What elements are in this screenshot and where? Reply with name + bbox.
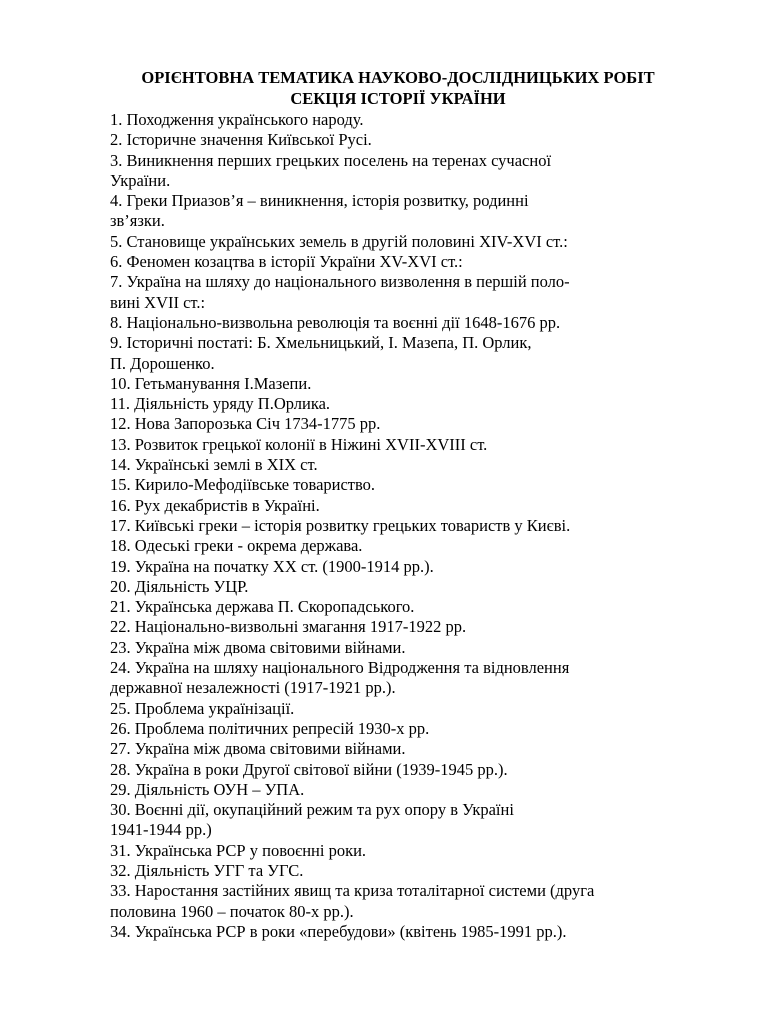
topic-item-line: 19. Україна на початку XX ст. (1900-1914 рр.).: [110, 556, 434, 576]
topic-item: [110, 394, 670, 414]
topic-item-line: 2. Історичне значення Київської Русі.: [110, 130, 372, 150]
topic-item: [110, 719, 670, 739]
topic-item-line: 30. Воєнні дії, окупаційний режим та рух опору в Україні: [110, 800, 514, 820]
topic-item: [110, 699, 670, 719]
topic-item-line: П. Дорошенко.: [110, 353, 215, 373]
topic-item: [110, 861, 670, 881]
topic-item: [110, 638, 670, 658]
topic-item-line: 22. Національно-визвольні змагання 1917-1922 рр.: [110, 617, 467, 637]
topic-item-line: 7. Україна на шляху до національного визволення в першій поло-: [110, 272, 570, 292]
document-title-line-1: ОРІЄНТОВНА ТЕМАТИКА НАУКОВО-ДОСЛІДНИЦЬКИХ РОБІТ: [141, 68, 655, 87]
topic-item-line: 33. Наростання застійних явищ та криза тоталітарної системи (друга: [110, 881, 595, 901]
topic-item-line: України.: [110, 170, 171, 190]
topic-item-line: 28. Україна в роки Другої світової війни (1939-1945 рр.).: [110, 759, 508, 779]
topic-item: [110, 475, 670, 495]
topic-item: [110, 780, 670, 800]
topic-item: [110, 577, 670, 597]
topic-item-line: 10. Гетьманування І.Мазепи.: [110, 373, 312, 393]
topic-item: [110, 800, 670, 841]
topic-item: [110, 191, 670, 232]
topic-item-line: 14. Українські землі в XIX ст.: [110, 455, 318, 475]
topic-item-line: 34. Українська РСР в роки «перебудови» (квітень 1985-1991 рр.).: [110, 921, 567, 941]
topic-item: [110, 110, 670, 130]
topic-item-line: 20. Діяльність УЦР.: [110, 576, 249, 596]
topic-item: [110, 151, 670, 192]
topic-item-line: 18. Одеські греки - окрема держава.: [110, 536, 363, 556]
topic-item-line: 11. Діяльність уряду П.Орлика.: [110, 394, 331, 414]
topic-item-line: 16. Рух декабристів в Україні.: [110, 495, 320, 515]
topic-item: [110, 841, 670, 861]
topic-item-line: 1941-1944 рр.): [110, 820, 212, 840]
document-title-line-2: СЕКЦІЯ ІСТОРІЇ УКРАЇНИ: [290, 89, 506, 108]
topic-item-line: 17. Київські греки – історія розвитку грецьких товариств у Києві.: [110, 515, 571, 535]
topic-item-line: зв’язки.: [110, 211, 165, 231]
topic-item-line: державної незалежності (1917-1921 рр.).: [110, 678, 396, 698]
topic-item: [110, 455, 670, 475]
topic-item: [110, 597, 670, 617]
topic-list: [110, 110, 670, 942]
topic-item-line: 1. Походження українського народу.: [110, 110, 364, 129]
topic-item-line: 15. Кирило-Мефодіївське товариство.: [110, 475, 376, 495]
topic-item: [110, 557, 670, 577]
topic-item-line: 25. Проблема українізації.: [110, 698, 295, 718]
topic-item: [110, 374, 670, 394]
topic-item-line: 23. Україна між двома світовими війнами.: [110, 637, 406, 657]
topic-item: [110, 232, 670, 252]
topic-item-line: 3. Виникнення перших грецьких поселень на теренах сучасної: [110, 150, 552, 170]
topic-item-line: 27. Україна між двома світовими війнами.: [110, 739, 406, 759]
topic-item-line: 6. Феномен козацтва в історії України XV-XVI ст.:: [110, 252, 463, 272]
topic-item: [110, 414, 670, 434]
topic-item: [110, 881, 670, 922]
topic-item: [110, 922, 670, 942]
topic-item-line: 9. Історичні постаті: Б. Хмельницький, І. Мазепа, П. Орлик,: [110, 333, 532, 353]
topic-item-line: 29. Діяльність ОУН – УПА.: [110, 779, 305, 799]
topic-item-line: 31. Українська РСР у повоєнні роки.: [110, 840, 367, 860]
topic-item: [110, 496, 670, 516]
topic-item: [110, 739, 670, 759]
topic-item: [110, 313, 670, 333]
topic-item: [110, 617, 670, 637]
topic-item: [110, 252, 670, 272]
topic-item-line: 21. Українська держава П. Скоропадського.: [110, 597, 415, 617]
topic-item: [110, 333, 670, 374]
topic-item-line: 26. Проблема політичних репресій 1930-х рр.: [110, 718, 430, 738]
topic-item-line: 5. Становище українських земель в другій половині XIV-XVI ст.:: [110, 231, 568, 251]
topic-item-line: 32. Діяльність УГГ та УГС.: [110, 860, 304, 880]
topic-item-line: половина 1960 – початок 80-х рр.).: [110, 901, 354, 921]
topic-item-line: 4. Греки Приазов’я – виникнення, історія розвитку, родинні: [110, 191, 529, 211]
topic-item: [110, 658, 670, 699]
topic-item-line: 13. Розвиток грецької колонії в Ніжині XVII-XVIII ст.: [110, 434, 488, 454]
topic-item-line: 12. Нова Запорозька Січ 1734-1775 рр.: [110, 414, 381, 434]
topic-item: [110, 435, 670, 455]
topic-item: [110, 516, 670, 536]
topic-item-line: вині XVII ст.:: [110, 292, 206, 312]
topic-item: [110, 130, 670, 150]
topic-item-line: 24. Україна на шляху національного Відродження та відновлення: [110, 658, 570, 678]
topic-item: [110, 272, 670, 313]
topic-item: [110, 760, 670, 780]
topic-item: [110, 536, 670, 556]
topic-item-line: 8. Національно-визвольна революція та воєнні дії 1648-1676 рр.: [110, 312, 561, 332]
